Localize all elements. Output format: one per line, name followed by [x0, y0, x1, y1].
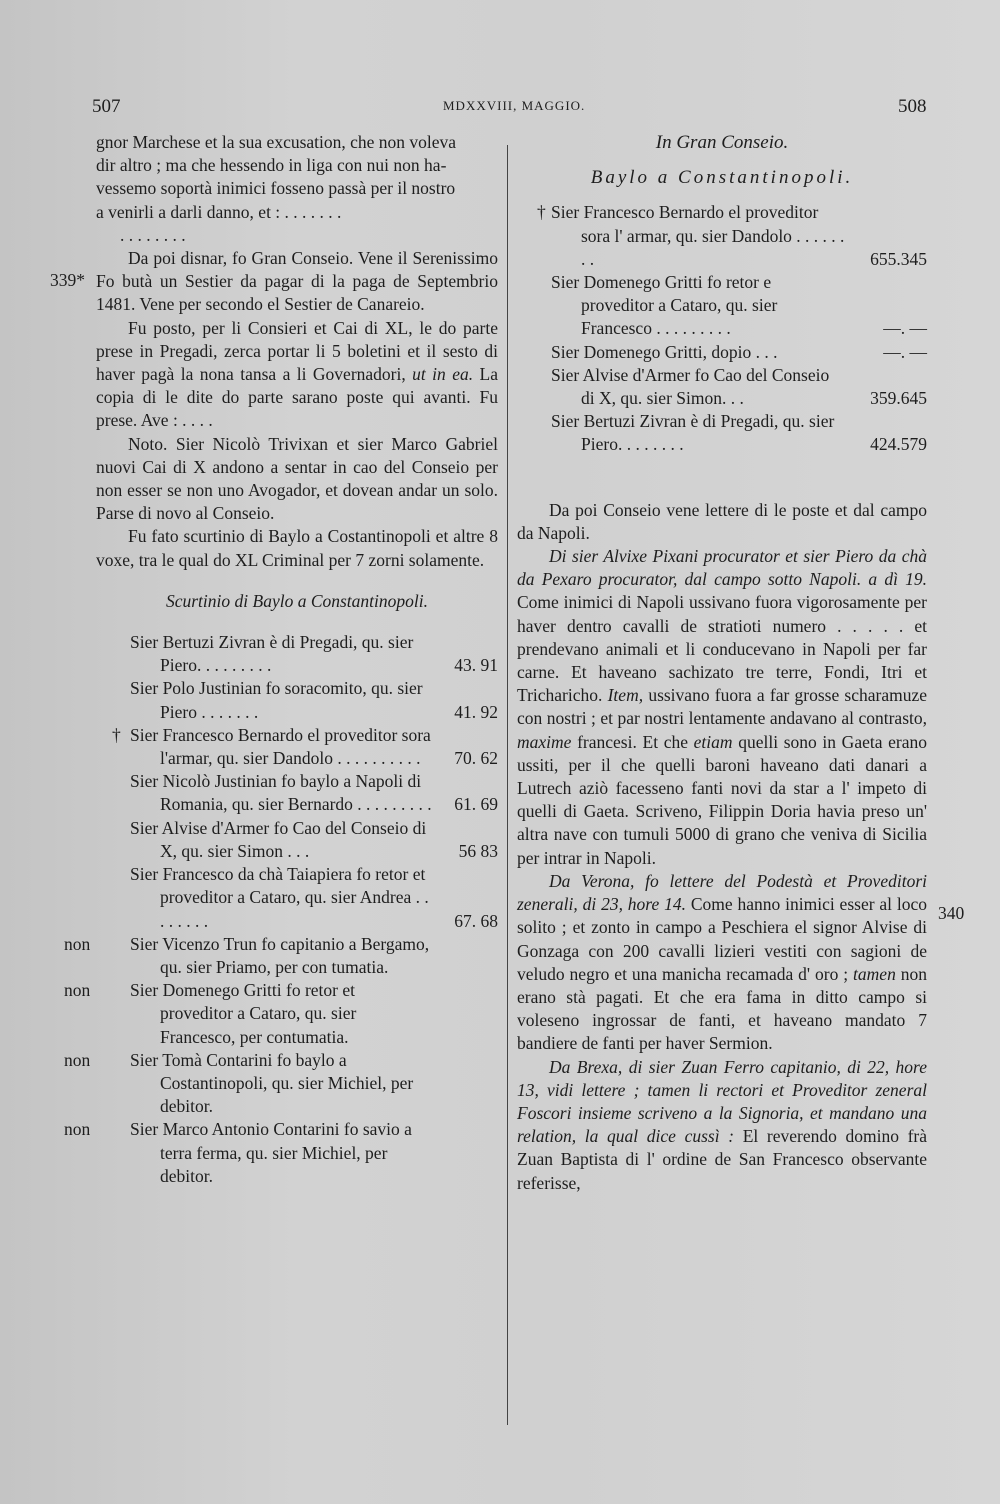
ballot-entry: Sier Alvise d'Armer fo Cao del Conseio di X, qu. sier Simon . . . 56 83: [130, 817, 498, 861]
ballot-entry-rejected: non Sier Vicenzo Trun fo capitanio a Bergamo, qu. sier Priamo, per con tumatia.: [64, 933, 430, 977]
paragraph: Fu posto, per li Consieri et Cai di XL, le do parte prese in Pregadi, zerca portar li 5 boletini et il sesto di haver pagà la nona tansa a li Governadori, ut in ea. La copia di le dite do parte sarano poste qui avanti. Fu prese. Ave : . . . .: [96, 317, 498, 431]
paragraph: Da poi Conseio vene lettere di le poste et dal campo da Napoli.: [517, 499, 927, 543]
margin-note-left: 339*: [50, 270, 85, 290]
ellipsis-line: . . . . . . . .: [120, 224, 186, 245]
paragraph-line: dir altro ; ma che hessendo in liga con nui non ha-: [96, 155, 447, 176]
running-title: MDXXVIII, MAGGIO.: [443, 98, 586, 113]
ballot-entry-rejected: non Sier Marco Antonio Contarini fo savio a terra ferma, qu. sier Michiel, per debitor.: [64, 1119, 412, 1186]
ballot-entry: Sier Domenego Gritti, dopio . . . —. —: [551, 341, 927, 362]
ballot-entry-rejected: non Sier Domenego Gritti fo retor et proveditor a Cataro, qu. sier Francesco, per contumatia.: [64, 980, 357, 1047]
ballot-entry: † Sier Francesco Bernardo el proveditor sora l'armar, qu. sier Dandolo . . . . . . . . . . 70. 62: [112, 724, 498, 769]
page-header: [0, 96, 1000, 126]
paragraph: Noto. Sier Nicolò Trivixan et sier Marco Gabriel nuovi Cai di X andono a sentar in cao del Conseio per non esser se non uno Avogador, et dovean andar un solo. Parse di novo al Conseio.: [96, 433, 498, 524]
paragraph: Di sier Alvixe Pixani procurator et sier Piero da chà da Pexaro procurator, dal campo sotto Napoli. a dì 19. Come inimici di Napoli ussivano fuora vigorosamente per haver dentro cavalli de stratioti numero . . . . . et prendevano animali et li conducevano in Napoli per far carne. Et haveano sachizato tre terre, Fondi, Itri et Tricharicho. Item, ussivano fuora a far grosse scharamuze con nostri ; et par nostri lentamente andavano al contrasto, maxime francesi. Et che etiam quelli sono in Gaeta erano ussiti, per il che quelli baroni haveano dati danari a Lutrech aziò facesseno fanti novi da star a l' impeto di quelli di Gaeta. Scriveno, Filippin Doria havia preso un' altra nave con tumuli 5000 di grano che veniva di Sicilia per intrar in Napoli.: [517, 546, 928, 868]
section-heading: In Gran Conseio.: [655, 132, 789, 153]
margin-note-right: 340: [938, 903, 965, 923]
paragraph-line: vessemo soportà inimici fosseno passà per il nostro: [96, 178, 456, 199]
paragraph-line: a venirli a darli danno, et : . . . . . . .: [96, 201, 342, 222]
ballot-entry-rejected: non Sier Tomà Contarini fo baylo a Costantinopoli, qu. sier Michiel, per debitor.: [64, 1049, 414, 1117]
page-number-left: 507: [92, 96, 121, 117]
ballot-entry: Sier Francesco da chà Taiapiera fo retor et proveditor a Cataro, qu. sier Andrea . . . . . . . . 67. 68: [130, 864, 498, 931]
ballot-entry: Sier Alvise d'Armer fo Cao del Conseio di X, qu. sier Simon. . . 359.645: [551, 364, 927, 409]
ballot-entry: Sier Nicolò Justinian fo baylo a Napoli di Romania, qu. sier Bernardo . . . . . . . . . 61. 69: [130, 771, 498, 815]
ballot-entry: Sier Domenego Gritti fo retor e proveditor a Cataro, qu. sier Francesco . . . . . . . . . —. —: [551, 272, 927, 339]
column-divider: [507, 145, 508, 1425]
ballot-entry: Sier Bertuzi Zivran è di Pregadi, qu. sier Piero. . . . . . . . 424.579: [551, 411, 927, 455]
right-column: [517, 131, 927, 1195]
page-number-right: 508: [898, 96, 927, 117]
paragraph: Fu fato scurtinio di Baylo a Costantinopoli et altre 8 voxe, tra le qual do XL Criminal per 7 zorni solamente.: [96, 526, 498, 570]
ballot-entry: Sier Bertuzi Zivran è di Pregadi, qu. sier Piero. . . . . . . . . 43. 91: [130, 632, 498, 676]
paragraph: Da Brexa, di sier Zuan Ferro capitanio, di 22, hore 13, vidi lettere ; tamen li rectori et Proveditor zeneral Foscori insieme scriveno a la Signoria, et mandano una relation, la qual dice cussì : El reverendo domino frà Zuan Baptista di l' ordine de San Francesco observante referisse,: [517, 1056, 928, 1193]
paragraph: Da Verona, fo lettere del Podestà et Proveditori zenerali, di 23, hore 14. Come hanno inimici esser al loco solito ; et zonto in campo a Peschiera el signor Alvise di Gonzaga con 200 cavalli lizieri vestiti con sagioni de veludo negro et una manicha recamada d' oro ; tamen non erano stà pagati. Et che era fama in ditto campo si voleseno ingrossar de fanti, et haveano mandato 7 bandiere de fanti per haver Sermion.: [517, 870, 928, 1054]
ballot-entry: Sier Polo Justinian fo soracomito, qu. sier Piero . . . . . . . 41. 92: [130, 678, 498, 722]
ballot-entry: † Sier Francesco Bernardo el proveditor sora l' armar, qu. sier Dandolo . . . . . . . . 655.345: [537, 202, 927, 269]
section-subheading: Baylo a Constantinopoli.: [590, 167, 854, 189]
section-title: Scurtinio di Baylo a Constantinopoli.: [165, 590, 428, 611]
paragraph: Da poi disnar, fo Gran Conseio. Vene il Serenissimo Fo butà un Sestier da pagar di la paga de Septembrio 1481. Vene per secondo el Sestier de Canareio.: [96, 248, 498, 315]
paragraph-line: gnor Marchese et la sua excusation, che non voleva: [96, 132, 457, 152]
